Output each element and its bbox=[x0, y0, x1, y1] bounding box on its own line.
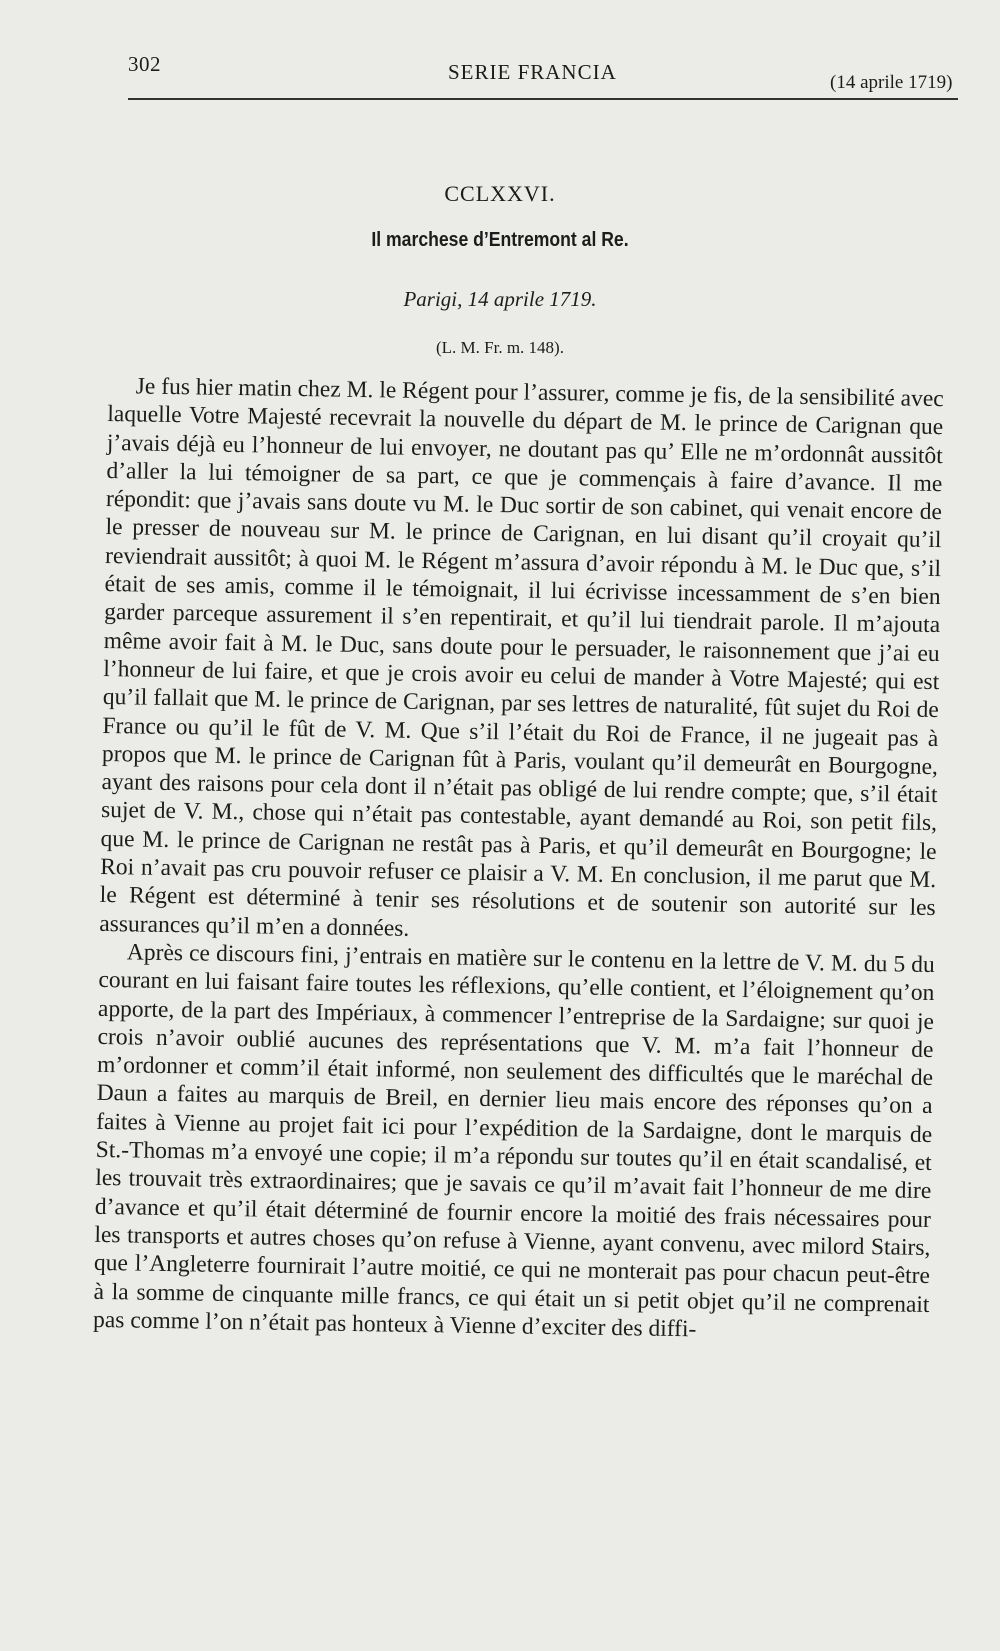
dateline: Parigi, 14 aprile 1719. bbox=[403, 287, 597, 311]
letter-body bbox=[93, 372, 944, 1347]
source-reference: (L. M. Fr. m. 148). bbox=[436, 338, 564, 357]
page-number: 302 bbox=[128, 52, 161, 76]
header-date: (14 aprile 1719) bbox=[830, 72, 953, 93]
document-number: CCLXXVI. bbox=[444, 181, 556, 206]
header-rule bbox=[128, 98, 958, 100]
document-heading: Il marchese d’Entremont al Re. bbox=[371, 229, 629, 251]
paragraph: Je fus hier matin chez M. le Régent pour l’assurer, comme je fis, de la sensibilité avec laquelle Votre Majesté recevrait la nouvelle du départ de M. le prince de Carignan que j’avais déjà eu l’honneur de lui envoyer, ne doutant pas qu’ Elle ne m’ordonnât aussitôt d’aller la lui témoigner de sa part, ce que je commençais à faire d’avance. Il me répondit: que j’avais sans doute vu M. le Duc sortir de son cabinet, qui venait encore de le presser de nouveau sur M. le prince de Carignan, en lui disant qu’il croyait qu’il reviendrait aussitôt; à quoi M. le Régent m’assura d’avoir répondu à M. le Duc que, s’il était de ses amis, comme il le témoignait, il lui écrivisse incessamment de s’en bien garder parceque assurement il s’en repentirait, et qu’il lui tiendrait parole. Il m’ajouta même avoir fait à M. le Duc, sans doute pour le persuader, le raisonnement que j’ai eu l’honneur de lui faire, et que je crois avoir eu celui de mander à Votre Majesté; qui est qu’il fallait que M. le prince de Carignan, par ses lettres de naturalité, fût sujet du Roi de France ou qu’il le fût de V. M. Que s’il l’était du Roi de France, il ne jugeait pas à propos que M. le prince de Carignan fût à Paris, voulant qu’il demeurât en Bourgogne, ayant des raisons pour cela dont il n’était pas obligé de lui rendre compte; que, s’il était sujet de V. M., chose qui n’était pas contestable, ayant demandé au Roi, son petit fils, que M. le prince de Carignan ne restât pas à Paris, et qu’il demeurât en Bourgogne; le Roi n’avait pas cru pouvoir refuser ce plaisir a V. M. En conclusion, il me parut que M. le Régent est déterminé à tenir ses résolutions et de soutenir son autorité sur les assurances qu’il m’en a données. bbox=[99, 373, 944, 942]
running-header bbox=[128, 52, 958, 100]
paragraph: Après ce discours fini, j’entrais en matière sur le contenu en la lettre de V. M. du 5 du courant en lui faisant faire toutes les réflexions, qu’elle contient, et l’éloignement qu’on apporte, de la part des Impériaux, à commencer l’entreprise de la Sardaigne; sur quoi je crois n’avoir oublié aucunes des représentations que V. M. m’a fait l’honneur de m’ordonner et comm’il était informé, non seulement des difficultés que le maréchal de Daun a faites au marquis de Breil, en dernier lieu mais encore des réponses qu’on a faites à Vienne au projet fait ici pour l’expédition de la Sardaigne, dont le marquis de St.-Thomas m’a envoyé une copie; il m’a répondu sur toutes qu’il en était scandalisé, et les trouvait très extraordinaires; que je savais ce qu’il m’avait fait l’honneur de me dire d’avance et qu’il était déterminé de fournir encore la moitié des frais nécessaires pour les transports et autres choses qu’on refuse à Vienne, ayant convenu, avec milord Stairs, que l’Angleterre fournirait l’autre moitié, ce qui ne monterait pas pour chacun peut-être à la somme de cinquante mille francs, ce qui était un si petit objet qu’il ne comprenait pas comme l’on n’était pas honteux à Vienne d’exciter des diffi- bbox=[92, 939, 935, 1343]
series-title: SERIE FRANCIA bbox=[448, 60, 617, 84]
